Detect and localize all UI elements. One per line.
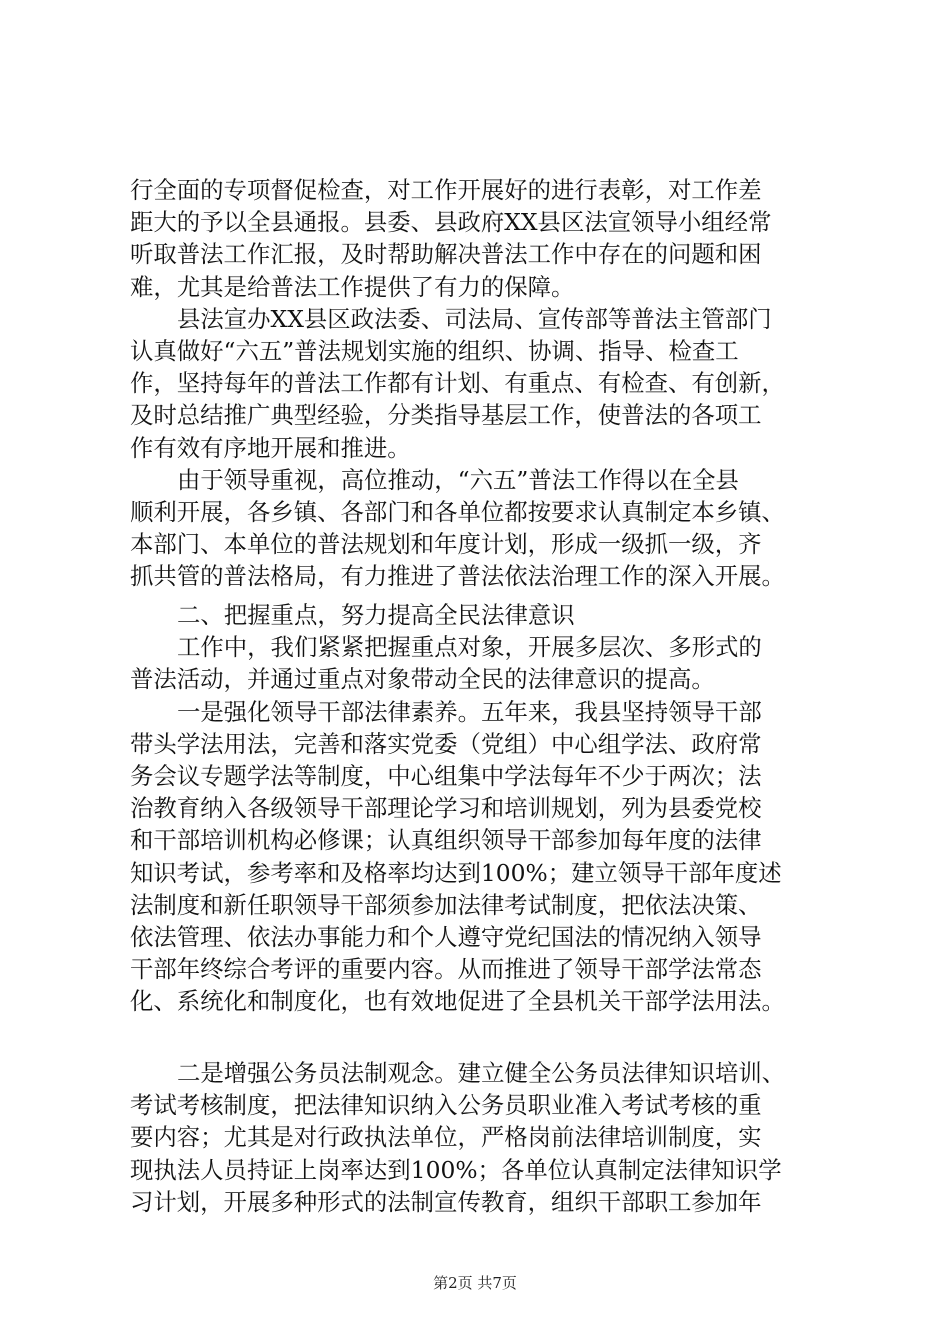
text-line: 认真做好“六五”普法规划实施的组织、协调、指导、检查工 <box>130 336 739 365</box>
text-line: 知识考试，参考率和及格率均达到100%；建立领导干部年度述 <box>130 858 782 887</box>
text-line: 本部门、本单位的普法规划和年度计划，形成一级抓一级，齐 <box>130 530 762 559</box>
text-line: 普法活动，并通过重点对象带动全民的法律意识的提高。 <box>130 665 715 694</box>
text-line: 二是增强公务员法制观念。建立健全公务员法律知识培训、 <box>177 1059 786 1087</box>
text-line: 依法管理、依法办事能力和个人遵守党纪国法的情况纳入领导 <box>130 922 762 951</box>
text-line: 抓共管的普法格局，有力推进了普法依法治理工作的深入开展。 <box>130 562 785 591</box>
page-footer <box>0 1273 950 1293</box>
text-line: 要内容；尤其是对行政执法单位，严格岗前法律培训制度，实 <box>130 1123 762 1152</box>
text-line: 务会议专题学法等制度，中心组集中学法每年不少于两次；法 <box>130 761 762 790</box>
body-text-block-1 <box>130 174 830 592</box>
text-line: 法制度和新任职领导干部须参加法律考试制度，把依法决策、 <box>130 890 762 919</box>
text-line: 习计划，开展多种形式的法制宣传教育，组织干部职工参加年 <box>130 1187 762 1216</box>
body-text-block-3 <box>130 1057 830 1218</box>
text-line: 行全面的专项督促检查，对工作开展好的进行表彰，对工作差 <box>130 176 762 204</box>
text-line: 距大的予以全县通报。县委、县政府XX县区法宣领导小组经常 <box>130 208 772 237</box>
text-line: 由于领导重视，高位推动，“六五”普法工作得以在全县 <box>177 465 739 494</box>
text-line: 干部年终综合考评的重要内容。从而推进了领导干部学法常态 <box>130 955 762 984</box>
text-line: 化、系统化和制度化，也有效地促进了全县机关干部学法用法。 <box>130 987 785 1016</box>
text-line: 考试考核制度，把法律知识纳入公务员职业准入考试考核的重 <box>130 1091 762 1120</box>
text-line: 一是强化领导干部法律素养。五年来，我县坚持领导干部 <box>177 697 762 726</box>
text-line: 作，坚持每年的普法工作都有计划、有重点、有检查、有创新， <box>130 369 785 398</box>
section-heading: 二、把握重点，努力提高全民法律意识 <box>177 601 575 629</box>
text-line: 工作中，我们紧紧把握重点对象，开展多层次、多形式的 <box>177 633 762 662</box>
text-line: 难，尤其是给普法工作提供了有力的保障。 <box>130 272 575 301</box>
page-number-label: 第2页 共7页 <box>433 1274 517 1292</box>
text-line: 听取普法工作汇报，及时帮助解决普法工作中存在的问题和困 <box>130 240 762 269</box>
text-line: 及时总结推广典型经验，分类指导基层工作，使普法的各项工 <box>130 401 762 430</box>
text-line: 作有效有序地开展和推进。 <box>130 433 411 462</box>
body-text-block-2 <box>130 599 830 1017</box>
text-line: 和干部培训机构必修课；认真组织领导干部参加每年度的法律 <box>130 826 762 855</box>
text-line: 带头学法用法，完善和落实党委（党组）中心组学法、政府常 <box>130 729 762 758</box>
text-line: 治教育纳入各级领导干部理论学习和培训规划，列为县委党校 <box>130 794 762 823</box>
text-line: 现执法人员持证上岗率达到100%；各单位认真制定法律知识学 <box>130 1155 782 1184</box>
text-line: 顺利开展，各乡镇、各部门和各单位都按要求认真制定本乡镇、 <box>130 497 785 526</box>
text-line: 县法宣办XX县区政法委、司法局、宣传部等普法主管部门 <box>177 304 772 333</box>
